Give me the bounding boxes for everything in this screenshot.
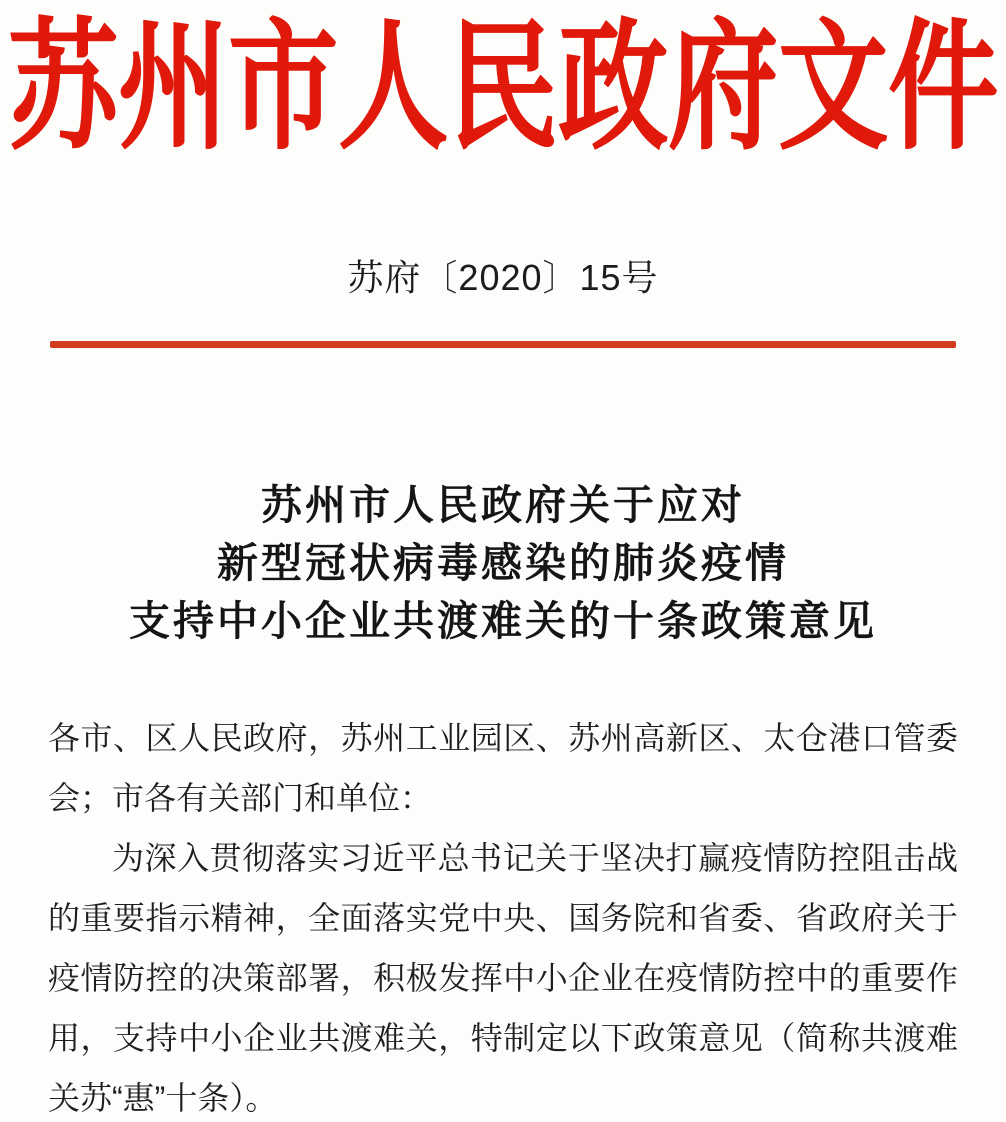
salutation-paragraph: 各市、区人民政府，苏州工业园区、苏州高新区、太仓港口管委会；市各有关部门和单位： xyxy=(48,720,958,816)
document-title-line-3: 支持中小企业共渡难关的十条政策意见 xyxy=(129,598,877,644)
agency-header: 苏州市人民政府文件 xyxy=(8,10,998,167)
document-title xyxy=(0,476,1006,650)
document-body xyxy=(48,708,958,1122)
red-divider-line xyxy=(50,341,956,348)
document-page xyxy=(0,10,1006,1122)
policy-intro-paragraph: 为深入贯彻落实习近平总书记关于坚决打赢疫情防控阻击战的重要指示精神，全面落实党中央、国务院和省委、省政府关于疫情防控的决策部署，积极发挥中小企业在疫情防控中的重要作用，支持中小企业共渡难关，特制定以下政策意见（简称共渡难关苏“惠”十条）。 xyxy=(48,840,958,1116)
document-number: 苏府〔2020〕15号 xyxy=(347,257,659,298)
document-title-line-2: 新型冠状病毒感染的肺炎疫情 xyxy=(217,540,789,586)
document-title-line-1: 苏州市人民政府关于应对 xyxy=(261,482,745,528)
